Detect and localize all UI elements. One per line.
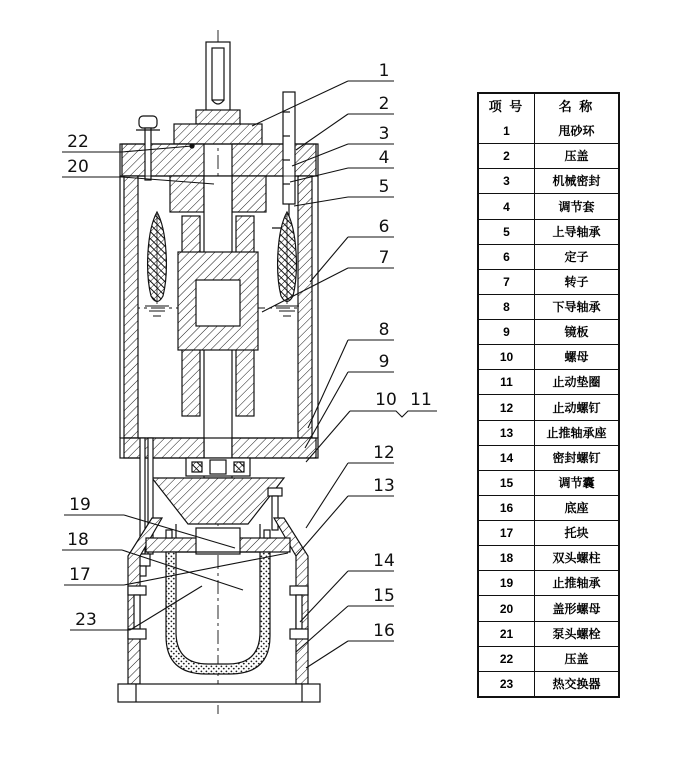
callout-label: 23: [75, 610, 97, 630]
table-row: [479, 520, 618, 545]
container-lid: [146, 528, 290, 554]
part-number: 8: [479, 295, 535, 319]
part-number: 21: [479, 622, 535, 646]
table-row: [479, 495, 618, 520]
part-number: 23: [479, 672, 535, 696]
parts-list-table: [477, 92, 620, 698]
table-row: [479, 570, 618, 595]
table-row: [479, 545, 618, 570]
table-row: [479, 671, 618, 696]
callout-label: 2: [378, 94, 390, 114]
table-row: [479, 319, 618, 344]
callout-label: 1: [378, 61, 390, 81]
part-name: 止推轴承座: [546, 425, 607, 440]
table-row: [479, 595, 618, 620]
table-row: [479, 244, 618, 269]
callout-label: 13: [373, 476, 395, 496]
table-row: [479, 143, 618, 168]
part-name: 压盖: [564, 149, 589, 164]
motor-cross-section: [118, 30, 320, 714]
callout-13: [296, 476, 395, 556]
callout-label: 4: [378, 148, 390, 168]
part-name: 双头螺柱: [552, 551, 601, 566]
part-number: 18: [479, 546, 535, 570]
callout-label: 9: [378, 352, 390, 372]
callout-label: 18: [67, 530, 89, 550]
part-number: 14: [479, 446, 535, 470]
part-number: 10: [479, 345, 535, 369]
part-name: 止动螺钉: [552, 400, 601, 415]
table-row: [479, 445, 618, 470]
part-number: 5: [479, 220, 535, 244]
callout-1: [252, 61, 394, 126]
part-number: 3: [479, 169, 535, 193]
part-number: 7: [479, 270, 535, 294]
table-row: [479, 369, 618, 394]
callout-16: [306, 621, 395, 668]
callout-10-11: [306, 390, 437, 462]
callout-label: 17: [69, 565, 91, 585]
part-name: 甩砂环: [558, 124, 595, 139]
table-row: [479, 219, 618, 244]
callout-label: 3: [378, 124, 390, 144]
part-number: 20: [479, 596, 535, 620]
callout-label: 22: [67, 132, 89, 152]
callout-label: 11: [410, 390, 432, 410]
table-header-row: [479, 94, 618, 119]
part-number: 19: [479, 571, 535, 595]
callout-label: 10: [375, 390, 397, 410]
part-name: 定子: [564, 249, 589, 264]
table-row: [479, 119, 618, 143]
part-name: 密封螺钉: [552, 450, 601, 465]
part-number: 4: [479, 194, 535, 218]
callout-label: 8: [378, 320, 390, 340]
part-number: 2: [479, 144, 535, 168]
callout-label: 20: [67, 157, 89, 177]
part-number: 1: [479, 119, 535, 143]
part-name: 止推轴承: [552, 576, 601, 591]
table-row: [479, 344, 618, 369]
table-row: [479, 269, 618, 294]
part-name: 热交换器: [552, 676, 601, 691]
table-row: [479, 168, 618, 193]
table-row: [479, 420, 618, 445]
part-number: 16: [479, 496, 535, 520]
callout-8: [308, 320, 394, 428]
part-name: 调节套: [558, 199, 595, 214]
callout-label: 14: [373, 551, 395, 571]
callout-label: 5: [378, 177, 390, 197]
part-number: 6: [479, 245, 535, 269]
part-name: 机械密封: [552, 174, 601, 189]
part-name: 转子: [564, 274, 589, 289]
part-name: 泵头螺栓: [552, 626, 601, 641]
part-name: 调节囊: [558, 475, 595, 490]
callout-label: 7: [378, 248, 390, 268]
part-number: 22: [479, 647, 535, 671]
callout-label: 16: [373, 621, 395, 641]
part-name: 镜板: [564, 325, 589, 340]
callout-label: 12: [373, 443, 395, 463]
rotor-assembly: [178, 176, 258, 478]
header-item-no: 项 号: [479, 94, 535, 119]
part-name: 上导轴承: [552, 224, 601, 239]
bottom-plate: [118, 684, 320, 702]
part-name: 下导轴承: [552, 300, 601, 315]
part-number: 9: [479, 320, 535, 344]
part-number: 12: [479, 395, 535, 419]
table-row: [479, 621, 618, 646]
header-item-name: 名 称: [558, 99, 595, 115]
part-name: 螺母: [564, 350, 589, 365]
callout-label: 15: [373, 586, 395, 606]
part-name: 底座: [564, 501, 589, 516]
part-number: 15: [479, 471, 535, 495]
part-number: 11: [479, 370, 535, 394]
table-row: [479, 294, 618, 319]
part-number: 17: [479, 521, 535, 545]
part-name: 盖形螺母: [552, 601, 601, 616]
table-row: [479, 394, 618, 419]
table-row: [479, 193, 618, 218]
callout-label: 19: [69, 495, 91, 515]
table-row: [479, 470, 618, 495]
table-body: [479, 119, 618, 696]
part-name: 止动垫圈: [552, 375, 601, 390]
part-name: 托块: [564, 526, 589, 541]
table-row: [479, 646, 618, 671]
callout-label: 6: [378, 217, 390, 237]
part-number: 13: [479, 421, 535, 445]
part-name: 压盖: [564, 651, 589, 666]
